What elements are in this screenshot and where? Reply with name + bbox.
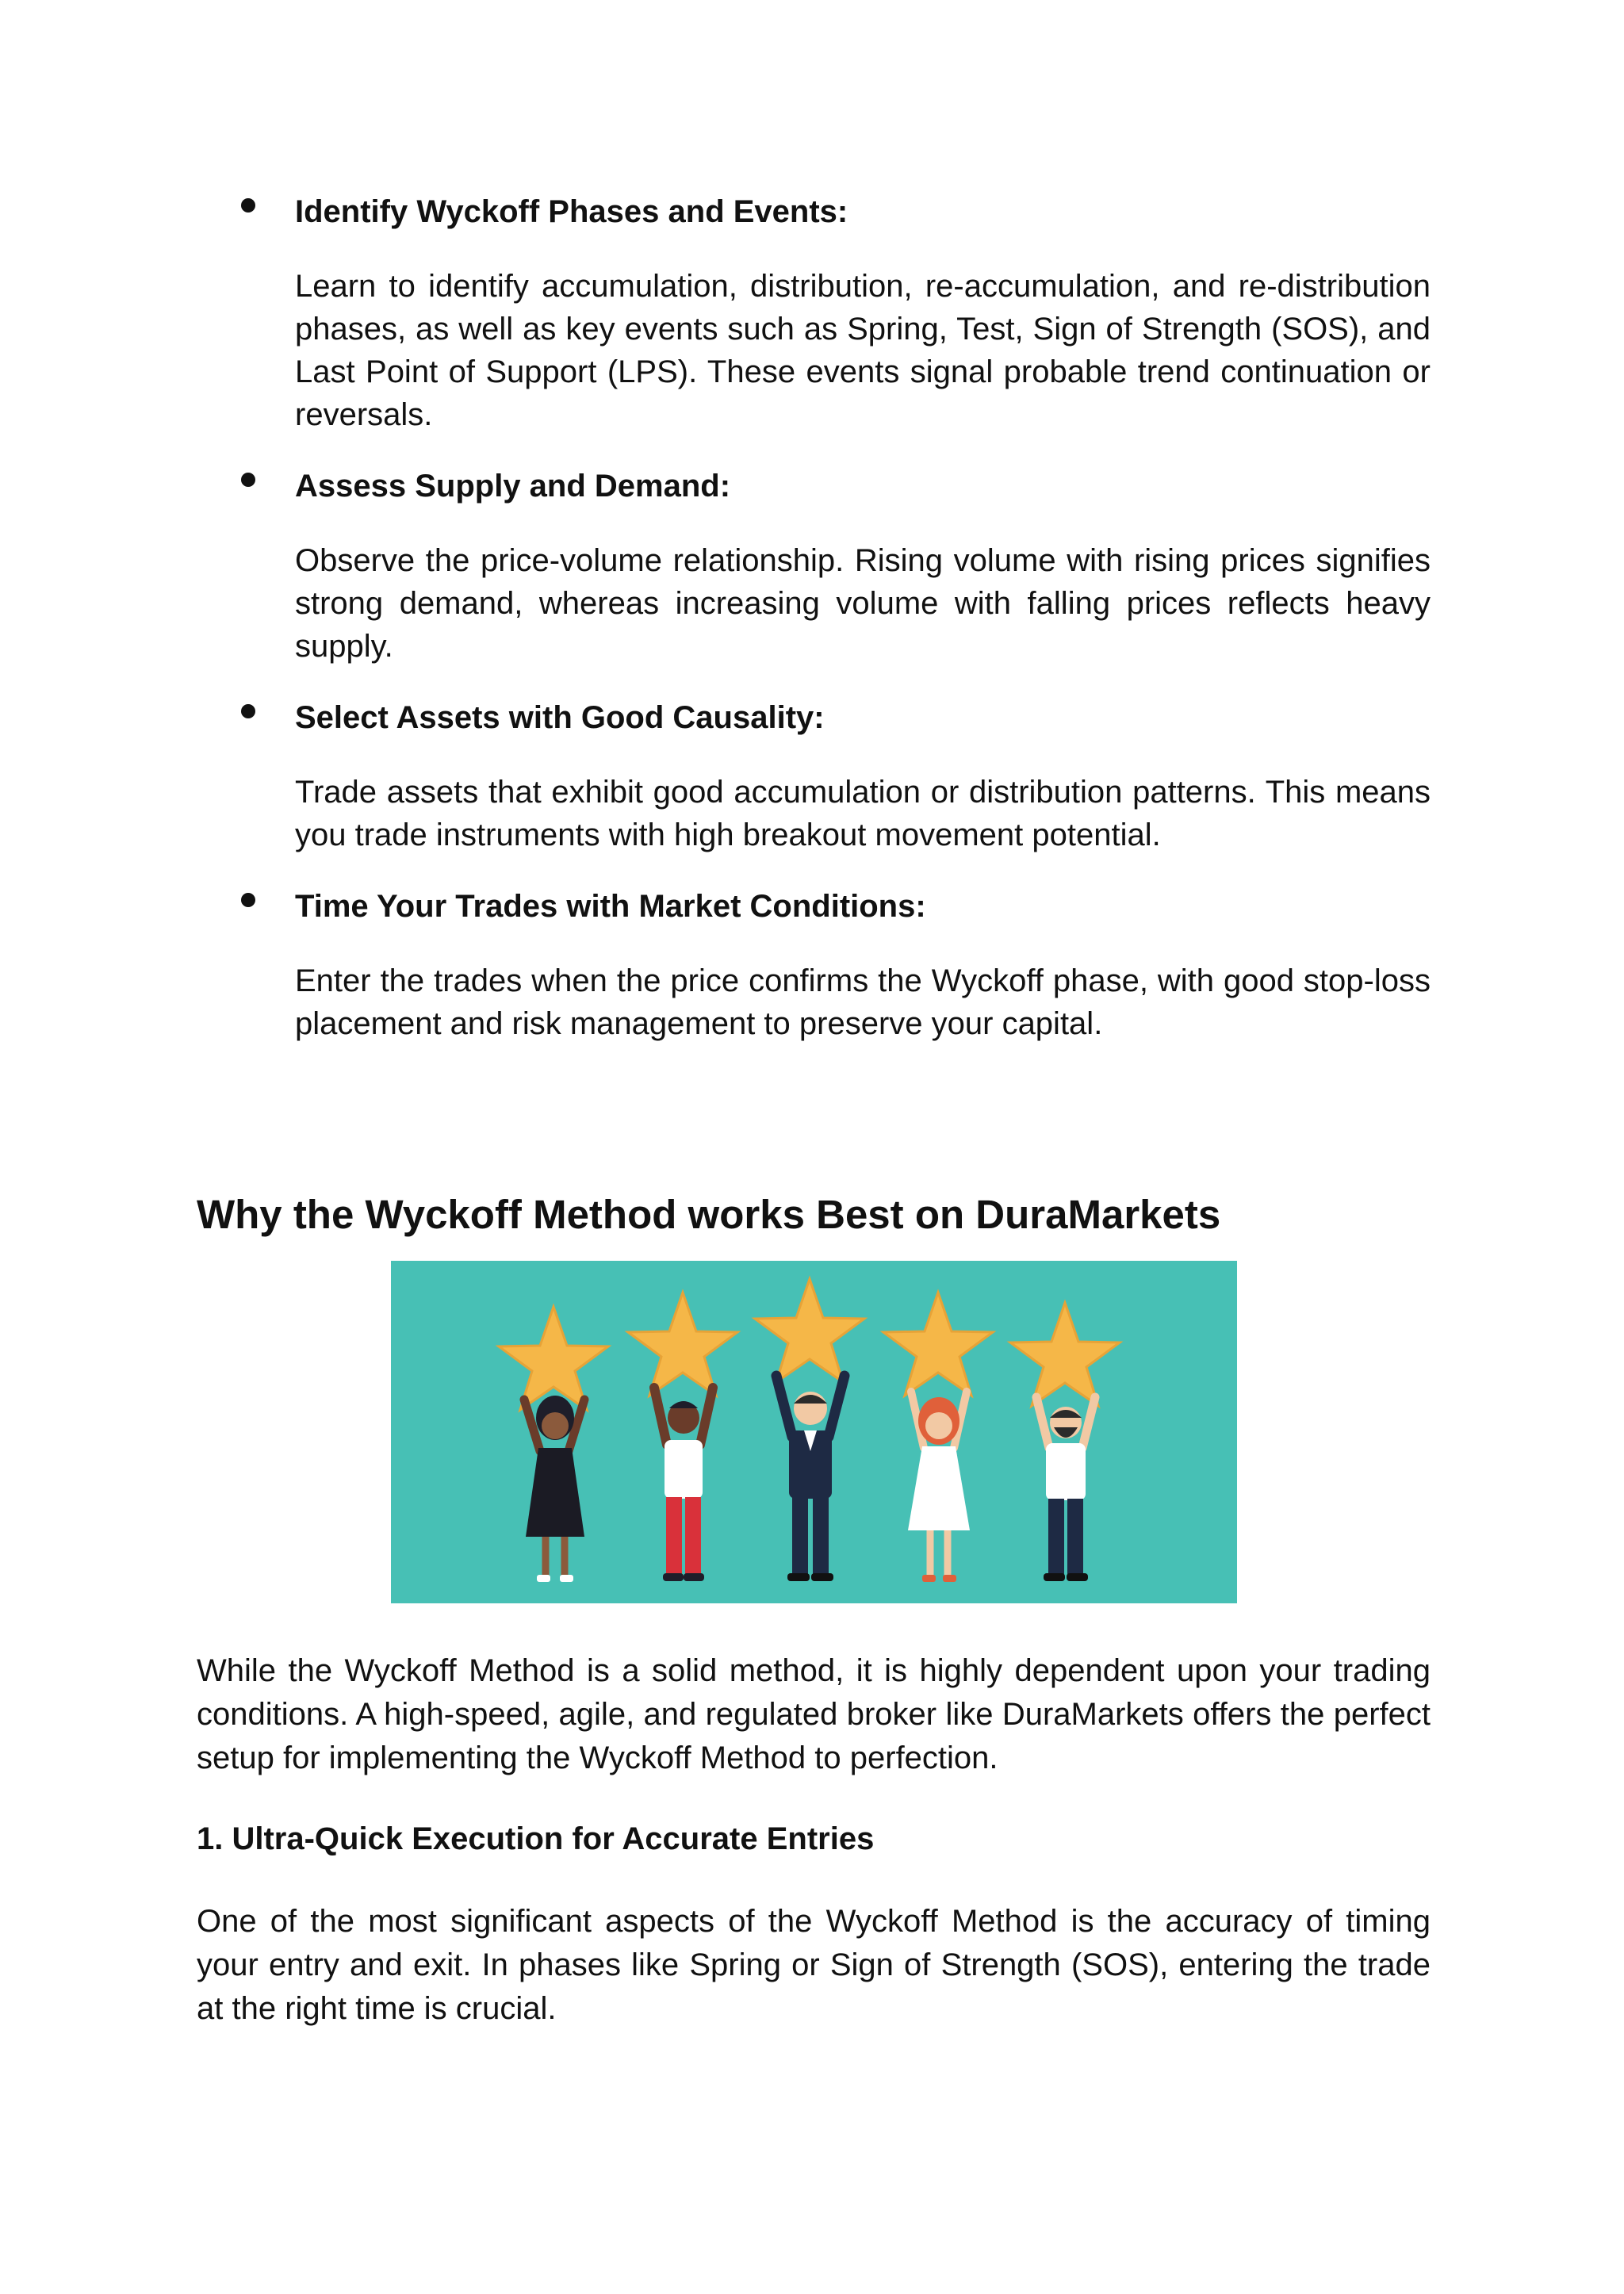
person-figure (628, 1293, 737, 1581)
star-icon (1010, 1303, 1120, 1406)
bullet-text: Trade assets that exhibit good accumulation or distribution patterns. This means you trade instruments with high breakout movement potential. (295, 775, 1431, 852)
star-icon (628, 1293, 737, 1396)
people-holding-stars-illustration (391, 1261, 1237, 1603)
intro-paragraph: While the Wyckoff Method is a solid method, it is highly dependent upon your trading conditions. A high-speed, agile, and regulated broker like DuraMarkets offers the perfect setup for implementing the Wyckoff Method to perfection. (197, 1653, 1431, 1775)
illustration-svg (391, 1261, 1237, 1603)
bullet-icon (241, 198, 255, 213)
person-figure (883, 1293, 993, 1582)
bullet-text: Enter the trades when the price confirms the Wyckoff phase, with good stop-loss placement and risk management to preserve your capital. (295, 963, 1431, 1041)
subsection-paragraph: One of the most significant aspects of the Wyckoff Method is the accuracy of timing your entry and exit. In phases like Spring or Sign of Strength (SOS), entering the trade at the right time is crucial. (197, 1904, 1431, 2026)
list-item (241, 465, 1431, 668)
list-item (241, 190, 1431, 436)
star-icon (755, 1279, 864, 1382)
bullet-icon (241, 704, 255, 718)
bullet-heading: Select Assets with Good Causality: (295, 700, 825, 735)
person-figure (755, 1279, 864, 1581)
bullet-text: Observe the price-volume relationship. Rising volume with rising prices signifies strong demand, whereas increasing volume with falling prices reflects heavy supply. (295, 543, 1431, 664)
person-figure (499, 1307, 608, 1582)
star-icon (883, 1293, 993, 1396)
bullet-heading: Assess Supply and Demand: (295, 469, 731, 504)
subsection-heading: 1. Ultra-Quick Execution for Accurate Entries (197, 1821, 875, 1856)
section-title: Why the Wyckoff Method works Best on DuraMarkets (197, 1192, 1221, 1237)
list-item (241, 885, 1431, 1045)
bullet-icon (241, 893, 255, 907)
star-icon (499, 1307, 608, 1410)
bullet-text: Learn to identify accumulation, distribution, re-accumulation, and re-distribution phases, as well as key events such as Spring, Test, Sign of Strength (SOS), and Last Point of Support (LPS). These events signal probable trend continuation or reversals. (295, 269, 1431, 432)
bullet-list (241, 190, 1431, 1074)
bullet-icon (241, 473, 255, 487)
person-figure (1010, 1303, 1120, 1581)
bullet-heading: Time Your Trades with Market Conditions: (295, 889, 926, 924)
bullet-heading: Identify Wyckoff Phases and Events: (295, 194, 848, 229)
list-item (241, 696, 1431, 856)
